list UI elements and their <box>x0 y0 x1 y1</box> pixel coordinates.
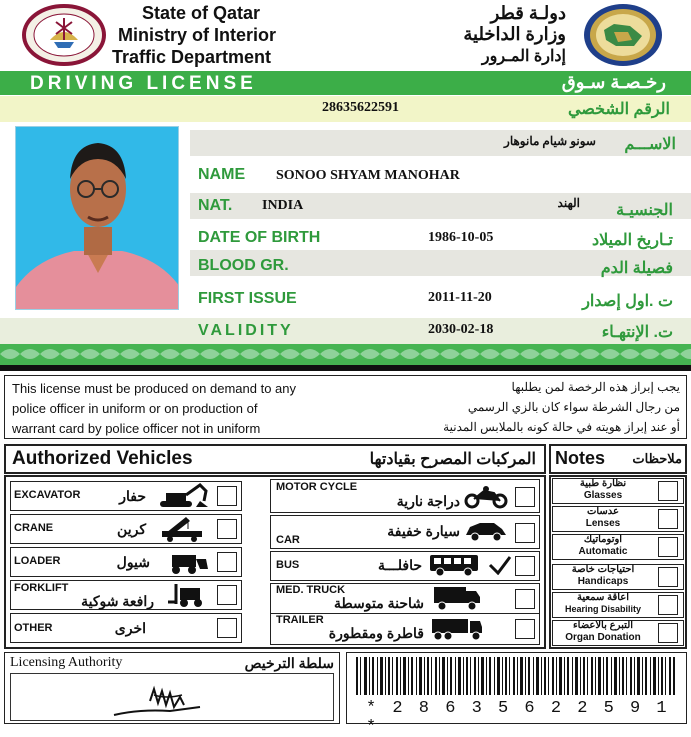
excavator-icon <box>148 483 210 514</box>
checkbox-excavator[interactable] <box>217 486 237 506</box>
checkbox-forklift[interactable] <box>217 585 237 605</box>
header-ar-line2: وزارة الداخلية <box>463 24 566 44</box>
title-en: DRIVING LICENSE <box>30 73 257 94</box>
header-en-line1: State of Qatar <box>142 3 261 23</box>
authorized-title-ar: المركبات المصرح بقيادتها <box>369 451 536 468</box>
note-ar-hearing: اعاقة سمعية <box>576 592 630 603</box>
header-ar-line1: دولـة قطر <box>490 3 566 23</box>
note-ar-glasses: نظارة طبية <box>579 478 627 489</box>
gcc-emblem-icon <box>582 2 664 68</box>
vehicle-ar-crane: كرين <box>117 521 146 537</box>
vehicle-en-car: CAR <box>276 534 300 546</box>
nat-value-ar: الهند <box>557 196 580 210</box>
loader-icon <box>160 549 210 580</box>
vehicle-en-motorcycle: MOTOR CYCLE <box>276 481 358 493</box>
dob-value: 1986-10-05 <box>428 230 494 245</box>
header-en-line2: Ministry of Interior <box>118 25 277 45</box>
header-ar-line3: إدارة المـرور <box>481 48 566 65</box>
vehicle-en-other: OTHER <box>14 622 53 634</box>
note-en-glasses: Glasses <box>583 490 623 501</box>
barcode-icon <box>356 657 676 700</box>
licensing-label-en: Licensing Authority <box>10 655 123 670</box>
checkbox-handicaps[interactable] <box>658 567 678 587</box>
vehicle-en-excavator: EXCAVATOR <box>14 489 81 501</box>
forklift-icon <box>166 582 210 613</box>
vehicle-en-bus: BUS <box>276 559 300 571</box>
vehicle-en-trailer: TRAILER <box>276 614 324 626</box>
first-issue-label-ar: ت .اول إصدار <box>582 293 673 310</box>
note-ar-handicaps: احتياجات خاصة <box>571 564 635 575</box>
checkbox-hearing[interactable] <box>658 595 678 615</box>
header-en-line3: Traffic Department <box>112 47 272 67</box>
name-label: NAME <box>198 166 246 183</box>
trailer-icon <box>430 617 484 646</box>
vehicle-ar-truck: شاحنة متوسطة <box>334 595 424 611</box>
title-ar: رخـصـة سـوق <box>561 72 666 92</box>
checkbox-glasses[interactable] <box>658 481 678 501</box>
license-back <box>0 371 691 737</box>
checkbox-crane[interactable] <box>217 519 237 539</box>
nat-value: INDIA <box>262 198 304 213</box>
crane-icon <box>158 515 208 548</box>
checkbox-other[interactable] <box>217 618 237 638</box>
vehicle-ar-car: سيارة خفيفة <box>387 523 460 539</box>
validity-band <box>0 318 691 344</box>
note-ar-automatic: اوتوماتيك <box>583 534 623 545</box>
signature-icon <box>110 681 220 726</box>
vehicle-en-truck: MED. TRUCK <box>276 584 346 596</box>
note-en-lenses: Lenses <box>585 518 621 529</box>
vehicle-ar-bus: حافلـــة <box>377 557 422 573</box>
validity-label-ar: ت. الإنتهـاء <box>601 324 673 341</box>
personal-id-label-ar: الرقم الشخصي <box>567 101 670 118</box>
dob-label: DATE OF BIRTH <box>198 229 321 246</box>
name-ar-label: الاســـم <box>624 136 676 153</box>
note-ar-lenses: عدسات <box>586 506 620 517</box>
checkbox-motorcycle[interactable] <box>515 487 535 507</box>
vehicle-ar-trailer: قاطرة ومقطورة <box>328 625 424 641</box>
note-en-automatic: Automatic <box>578 546 628 557</box>
vehicle-en-forklift: FORKLIFT <box>14 582 69 594</box>
checkbox-bus[interactable] <box>488 555 508 575</box>
note-en-handicaps: Handicaps <box>577 576 629 587</box>
authorized-title-en: Authorized Vehicles <box>12 448 193 469</box>
barcode-text: * 2 8 6 3 5 6 2 2 5 9 1 * <box>366 699 670 737</box>
checkbox-bus-box[interactable] <box>515 556 535 576</box>
notice-en-line2: police officer in uniform or on production of <box>12 401 258 416</box>
vehicle-ar-other: اخرى <box>114 620 146 636</box>
note-en-organ: Organ Donation <box>565 632 641 643</box>
car-icon <box>464 519 508 548</box>
checkbox-car[interactable] <box>515 523 535 543</box>
truck-icon <box>432 585 482 616</box>
notes-title-en: Notes <box>555 448 606 468</box>
dob-label-ar: تـاريخ الميلاد <box>591 232 673 249</box>
note-en-hearing: Hearing Disability <box>564 604 642 614</box>
vehicle-ar-excavator: حفار <box>119 488 146 504</box>
personal-id-value: 28635622591 <box>322 100 399 115</box>
motorcycle-icon <box>464 483 508 514</box>
name-value: SONOO SHYAM MANOHAR <box>276 168 460 183</box>
checkbox-trailer[interactable] <box>515 619 535 639</box>
vehicle-en-crane: CRANE <box>14 522 54 534</box>
checkbox-loader[interactable] <box>217 552 237 572</box>
checkmark-icon <box>488 555 512 575</box>
vehicle-ar-loader: شيول <box>116 554 150 570</box>
holder-photo <box>15 126 179 310</box>
vehicle-en-loader: LOADER <box>14 555 61 567</box>
licensing-label-ar: سلطة الترخيص <box>244 655 334 671</box>
name-ar-value: سونو شيام مانوهار <box>504 134 596 148</box>
notice-en-line1: This license must be produced on demand to any <box>12 381 297 396</box>
first-issue-value: 2011-11-20 <box>428 290 492 305</box>
note-ar-organ: التبرع بالاعضاء <box>572 620 634 631</box>
checkbox-organ[interactable] <box>658 623 678 643</box>
first-issue-label: FIRST ISSUE <box>198 290 297 307</box>
bus-icon <box>428 553 480 582</box>
validity-value: 2030-02-18 <box>428 322 494 337</box>
nat-label: NAT. <box>198 197 233 214</box>
vehicle-ar-forklift: رافعة شوكية <box>81 593 154 609</box>
decorative-bottom-pattern <box>0 344 691 365</box>
qatar-emblem-icon <box>20 4 108 66</box>
blood-label: BLOOD GR. <box>198 257 289 274</box>
license-front <box>0 0 691 365</box>
notes-title-ar: ملاحظات <box>632 451 682 466</box>
blood-label-ar: فصيلة الدم <box>600 260 673 277</box>
notice-ar-line2: من رجال الشرطة سواء كان بالزي الرسمي <box>467 400 680 414</box>
checkbox-truck[interactable] <box>515 589 535 609</box>
nat-label-ar: الجنسيـة <box>616 202 673 219</box>
notice-en-line3: warrant card by police officer not in uniform <box>12 421 261 436</box>
validity-label: VALIDITY <box>198 322 294 339</box>
vehicle-ar-motorcycle: دراجة نارية <box>396 493 460 509</box>
notice-ar-line1: يجب إبراز هذه الرخصة لمن يطلبها <box>511 380 680 394</box>
notice-ar-line3: أو عند إبراز هويته في حالة كونه بالملابس المدنية <box>443 420 680 434</box>
checkbox-automatic[interactable] <box>658 537 678 557</box>
checkbox-lenses[interactable] <box>658 509 678 529</box>
